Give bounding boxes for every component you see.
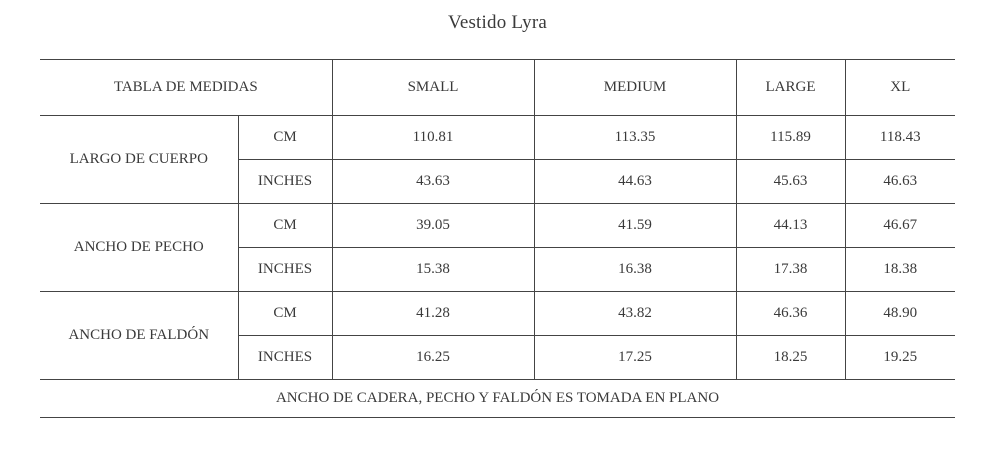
unit-label: CM [238, 116, 332, 160]
value-cell: 16.25 [332, 336, 534, 380]
size-header-large: LARGE [736, 60, 845, 116]
value-cell: 19.25 [845, 336, 955, 380]
value-cell: 18.38 [845, 248, 955, 292]
table-row [40, 116, 955, 160]
unit-label: INCHES [238, 336, 332, 380]
value-cell: 43.82 [534, 292, 736, 336]
value-cell: 118.43 [845, 116, 955, 160]
value-cell: 17.25 [534, 336, 736, 380]
table-header-label: TABLA DE MEDIDAS [40, 60, 332, 116]
value-cell: 46.63 [845, 160, 955, 204]
measure-name: LARGO DE CUERPO [40, 116, 238, 204]
value-cell: 45.63 [736, 160, 845, 204]
measure-name: ANCHO DE FALDÓN [40, 292, 238, 380]
value-cell: 46.67 [845, 204, 955, 248]
table-footnote: ANCHO DE CADERA, PECHO Y FALDÓN ES TOMADA EN PLANO [40, 380, 955, 418]
table-row [40, 292, 955, 336]
size-chart-table [40, 59, 955, 418]
unit-label: CM [238, 292, 332, 336]
value-cell: 18.25 [736, 336, 845, 380]
value-cell: 39.05 [332, 204, 534, 248]
value-cell: 43.63 [332, 160, 534, 204]
value-cell: 41.59 [534, 204, 736, 248]
value-cell: 48.90 [845, 292, 955, 336]
value-cell: 44.13 [736, 204, 845, 248]
value-cell: 110.81 [332, 116, 534, 160]
value-cell: 115.89 [736, 116, 845, 160]
value-cell: 16.38 [534, 248, 736, 292]
size-header-medium: MEDIUM [534, 60, 736, 116]
size-header-small: SMALL [332, 60, 534, 116]
value-cell: 15.38 [332, 248, 534, 292]
table-header-row [40, 60, 955, 116]
table-row [40, 204, 955, 248]
page-title: Vestido Lyra [448, 12, 547, 33]
value-cell: 44.63 [534, 160, 736, 204]
unit-label: INCHES [238, 248, 332, 292]
value-cell: 113.35 [534, 116, 736, 160]
value-cell: 46.36 [736, 292, 845, 336]
value-cell: 17.38 [736, 248, 845, 292]
unit-label: CM [238, 204, 332, 248]
size-header-xl: XL [845, 60, 955, 116]
measure-name: ANCHO DE PECHO [40, 204, 238, 292]
unit-label: INCHES [238, 160, 332, 204]
footnote-row [40, 380, 955, 418]
value-cell: 41.28 [332, 292, 534, 336]
